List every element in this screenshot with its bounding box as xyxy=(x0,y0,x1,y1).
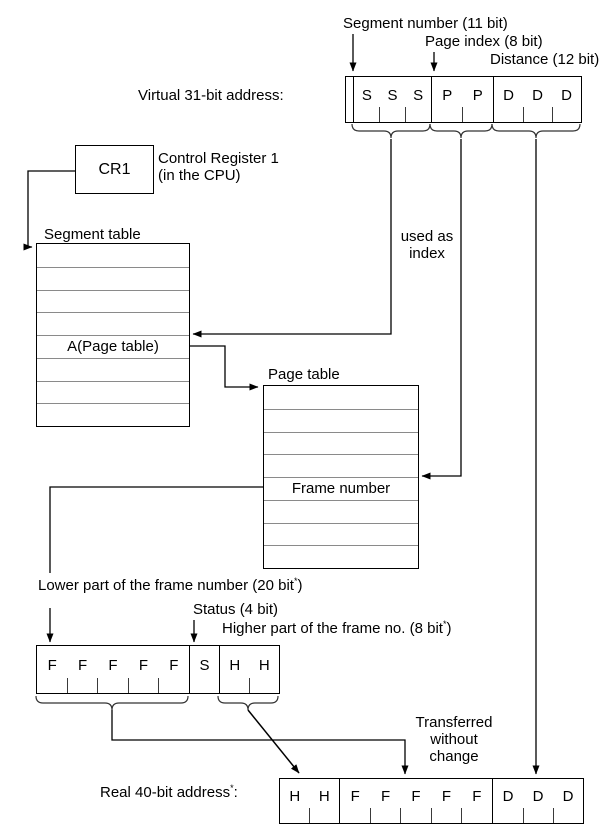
bit-cell: F xyxy=(350,788,360,805)
label-virtual-address: Virtual 31-bit address: xyxy=(138,87,284,104)
frame-register-status-field xyxy=(189,646,219,693)
virtual-register-s-field xyxy=(353,77,431,122)
bit-cell: F xyxy=(401,779,431,823)
bit-cell: P xyxy=(442,86,453,104)
table-row xyxy=(264,386,418,409)
bit-cell: F xyxy=(128,646,158,693)
label-distance: Distance (12 bit) xyxy=(490,51,600,68)
bit-cell: F xyxy=(159,646,189,693)
table-row xyxy=(264,500,418,523)
f-field-brace xyxy=(36,696,188,710)
bit-cell: D xyxy=(523,77,552,122)
bit-cell: F xyxy=(431,779,461,823)
bit-cell: D xyxy=(552,77,581,122)
table-row xyxy=(37,290,189,313)
segment-table xyxy=(36,243,190,427)
frame-number-out-line xyxy=(50,487,263,573)
cr1-label: CR1 xyxy=(98,160,131,178)
table-row-pagetable-address: A(Page table) xyxy=(37,335,189,358)
f-transfer-arrow xyxy=(112,710,405,774)
cr1-register xyxy=(75,145,154,194)
bit-cell: H xyxy=(250,646,280,693)
table-row xyxy=(264,545,418,568)
table-row xyxy=(37,358,189,381)
page-index-to-pagetable-arrow xyxy=(422,139,461,476)
table-row xyxy=(37,403,189,426)
bit-cell: S xyxy=(405,77,431,122)
table-row xyxy=(37,267,189,290)
virtual-register-p-field xyxy=(431,77,493,122)
table-row xyxy=(264,454,418,477)
bit-cell: D xyxy=(523,779,553,823)
virtual-address-register xyxy=(345,76,582,123)
bit-cell: F xyxy=(98,646,128,693)
d-field-brace xyxy=(492,124,580,138)
table-row-frame-number: Frame number xyxy=(264,477,418,500)
label-segment-table: Segment table xyxy=(44,226,141,243)
real-register-h-field xyxy=(280,779,339,823)
bit-cell: H xyxy=(229,656,241,674)
bit-cell: P xyxy=(463,77,494,122)
bit-cell: F xyxy=(47,656,57,674)
bit-cell: D xyxy=(502,788,514,805)
bit-cell: S xyxy=(380,77,406,122)
frame-register-f-field xyxy=(37,646,189,693)
label-segment-number: Segment number (11 bit) xyxy=(343,15,508,32)
pagetable-address-arrow xyxy=(188,346,258,387)
bit-cell: S xyxy=(361,86,372,104)
bit-cell: S xyxy=(199,656,210,674)
real-address-register xyxy=(279,778,584,824)
label-status: Status (4 bit) xyxy=(193,601,279,618)
bit-cell: D xyxy=(553,779,583,823)
s-field-brace xyxy=(352,124,430,138)
label-transferred-without-change: Transferred without change xyxy=(415,714,493,765)
label-control-register: Control Register 1 (in the CPU) xyxy=(158,150,279,184)
label-page-table: Page table xyxy=(268,366,340,383)
h-transfer-arrow xyxy=(248,710,299,773)
virtual-register-d-field xyxy=(493,77,581,122)
bit-cell: H xyxy=(289,788,301,805)
label-used-as-index: used as index xyxy=(400,228,454,262)
real-register-d-field xyxy=(492,779,583,823)
virtual-register-pad-cell xyxy=(346,77,353,122)
bit-cell: H xyxy=(310,779,340,823)
table-row xyxy=(37,381,189,404)
table-row xyxy=(37,244,189,267)
table-row xyxy=(37,312,189,335)
bit-cell: F xyxy=(67,646,97,693)
h-field-brace xyxy=(218,696,278,710)
bit-cell: F xyxy=(462,779,492,823)
page-table xyxy=(263,385,419,569)
frame-number-register xyxy=(36,645,280,694)
label-page-index: Page index (8 bit) xyxy=(425,33,543,50)
table-row xyxy=(264,432,418,455)
p-field-brace xyxy=(430,124,492,138)
bit-cell: D xyxy=(503,86,514,104)
table-row xyxy=(264,523,418,546)
label-lower-part: Lower part of the frame number (20 bit*) xyxy=(38,576,303,594)
real-register-f-field xyxy=(339,779,492,823)
label-higher-part: Higher part of the frame no. (8 bit*) xyxy=(222,619,452,637)
frame-register-h-field xyxy=(219,646,279,693)
bit-cell: F xyxy=(370,779,400,823)
label-real-address: Real 40-bit address*: xyxy=(100,783,238,801)
table-row xyxy=(264,409,418,432)
